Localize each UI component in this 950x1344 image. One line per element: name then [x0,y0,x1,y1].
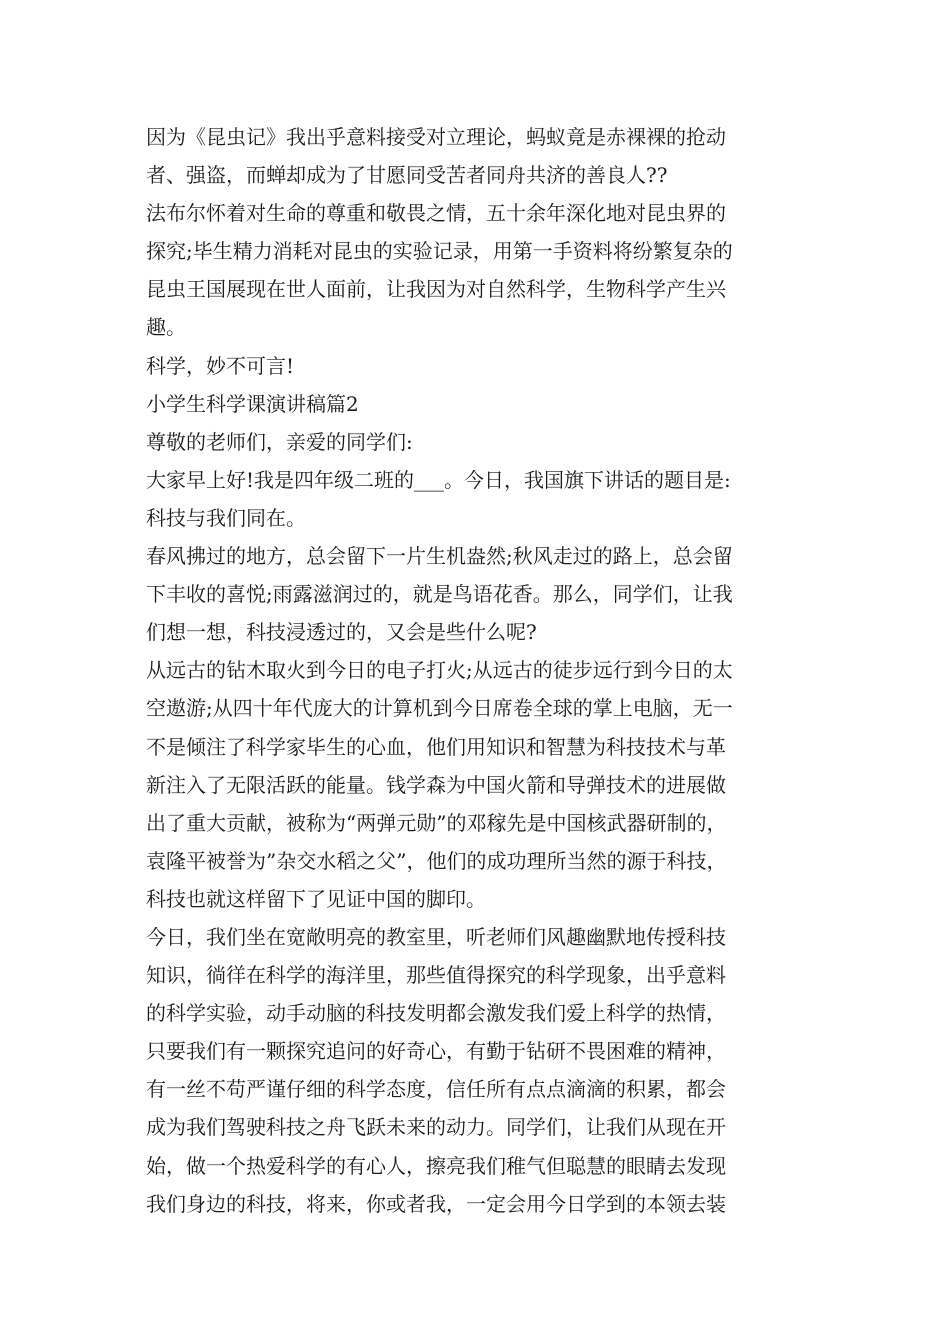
text-line: 我们身边的科技，将来，你或者我，一定会用今日学到的本领去装 [146,1191,726,1216]
section-heading: 小学生科学课演讲稿篇2 [146,391,359,416]
text-line: 新注入了无限活跃的能量。钱学森为中国火箭和导弹技术的进展做 [146,772,726,797]
text-line: 者、强盗，而蝉却成为了甘愿同受苦者同舟共济的善良人?? [146,163,668,188]
text-line: 尊敬的老师们，亲爱的同学们: [146,429,413,454]
text-line: 的科学实验，动手动脑的科技发明都会激发我们爱上科学的热情， [146,1001,726,1026]
text-line: 不是倾注了科学家毕生的心血，他们用知识和智慧为科技技术与革 [146,734,726,759]
text-line: 今日，我们坐在宽敞明亮的教室里，听老师们风趣幽默地传授科技 [146,924,726,949]
text-line: 科学，妙不可言! [146,353,295,378]
text-line: 因为《昆虫记》我出乎意料接受对立理论，蚂蚁竟是赤裸裸的抢动 [146,125,726,149]
text-line: 昆虫王国展现在世人面前，让我因为对自然科学，生物科学产生兴 [146,277,726,302]
text-line: 知识，徜徉在科学的海洋里，那些值得探究的科学现象，出乎意料 [146,963,726,988]
text-line: 法布尔怀着对生命的尊重和敬畏之情，五十余年深化地对昆虫界的 [146,201,726,226]
document-body [146,118,826,1223]
text-line: 始，做一个热爱科学的有心人，擦亮我们稚气但聪慧的眼睛去发现 [146,1153,726,1178]
text-line: 探究;毕生精力消耗对昆虫的实验记录，用第一手资料将纷繁复杂的 [146,239,733,264]
text-line: 有一丝不苟严谨仔细的科学态度，信任所有点点滴滴的积累，都会 [146,1077,726,1102]
text-line: 们想一想，科技浸透过的，又会是些什么呢? [146,620,537,645]
text-line: 科技也就这样留下了见证中国的脚印。 [146,886,486,911]
text-line: 趣。 [146,315,186,340]
text-line: 大家早上好!我是四年级二班的___。今日，我国旗下讲话的题目是: [146,467,731,492]
text-line: 下丰收的喜悦;雨露滋润过的，就是鸟语花香。那么，同学们，让我 [146,582,733,607]
text-line: 成为我们驾驶科技之舟飞跃未来的动力。同学们，让我们从现在开 [146,1115,726,1140]
text-line: 空遨游;从四十年代庞大的计算机到今日席卷全球的掌上电脑，无一 [146,696,733,721]
text-line: 春风拂过的地方，总会留下一片生机盎然;秋风走过的路上，总会留 [146,544,733,569]
text-line: 科技与我们同在。 [146,505,306,530]
text-line: 出了重大贡献，被称为“两弹元勋”的邓稼先是中国核武器研制的， [146,810,727,835]
text-line: 只要我们有一颗探究追问的好奇心，有勤于钻研不畏困难的精神， [146,1039,726,1064]
text-line: 袁隆平被誉为”杂交水稻之父”，他们的成功理所当然的源于科技， [146,848,727,873]
text-line: 从远古的钻木取火到今日的电子打火;从远古的徒步远行到今日的太 [146,658,733,683]
